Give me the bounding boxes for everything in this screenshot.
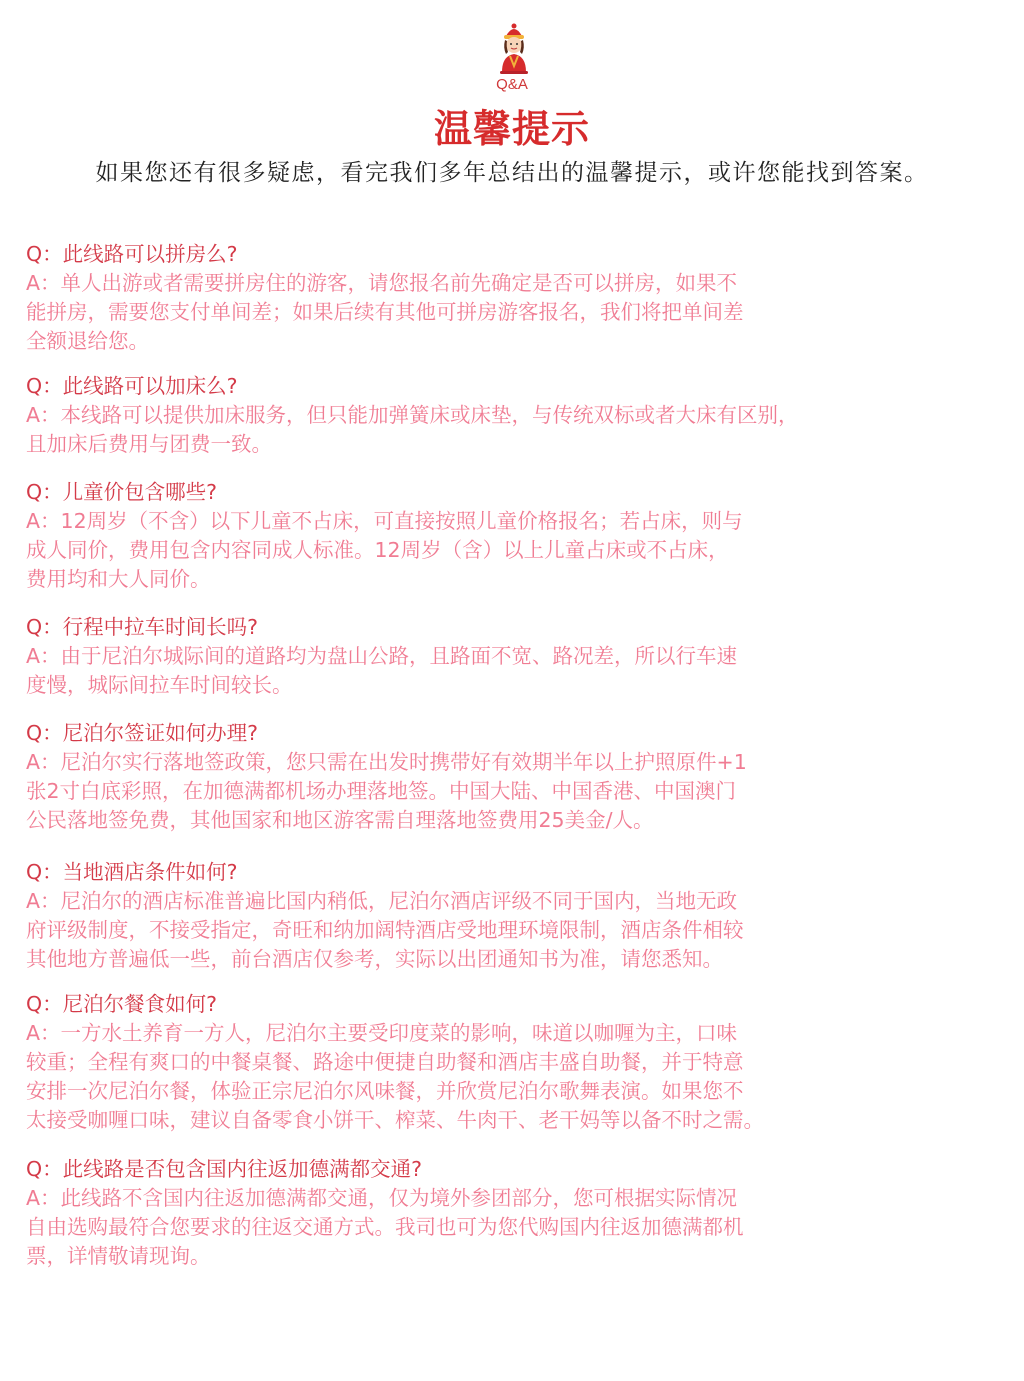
answer-line: A：本线路可以提供加床服务，但只能加弹簧床或床垫，与传统双标或者大床有区别， (26, 403, 799, 427)
answer-line: 度慢，城际间拉车时间较长。 (26, 673, 293, 697)
header (0, 0, 1024, 200)
answer-line: A：尼泊尔的酒店标准普遍比国内稍低，尼泊尔酒店评级不同于国内，当地无政 (26, 889, 738, 913)
faq-item (26, 240, 966, 356)
faq-question: Q：此线路可以加床么? (26, 374, 238, 398)
faq-answer (26, 642, 966, 700)
faq-answer (26, 1184, 966, 1271)
answer-line: 张2寸白底彩照，在加德满都机场办理落地签。中国大陆、中国香港、中国澳门 (26, 779, 737, 803)
answer-line: 全额退给您。 (26, 329, 149, 353)
answer-line: 安排一次尼泊尔餐，体验正宗尼泊尔风味餐，并欣赏尼泊尔歌舞表演。如果您不 (26, 1079, 744, 1103)
faq-item (26, 990, 966, 1135)
answer-line: A：单人出游或者需要拼房住的游客，请您报名前先确定是否可以拼房，如果不 (26, 271, 738, 295)
answer-line: 且加床后费用与团费一致。 (26, 432, 272, 456)
answer-line: A：一方水土养育一方人，尼泊尔主要受印度菜的影响，味道以咖喱为主，口味 (26, 1021, 738, 1045)
faq-item (26, 478, 966, 594)
faq-question: Q：儿童价包含哪些? (26, 480, 218, 504)
answer-line: A：由于尼泊尔城际间的道路均为盘山公路，且路面不宽、路况差，所以行车速 (26, 644, 738, 668)
answer-line: 公民落地签免费，其他国家和地区游客需自理落地签费用25美金/人。 (26, 808, 654, 832)
answer-line: 太接受咖喱口味，建议自备零食小饼干、榨菜、牛肉干、老干妈等以备不时之需。 (26, 1108, 764, 1132)
answer-line: 其他地方普遍低一些，前台酒店仅参考，实际以出团通知书为准，请您悉知。 (26, 947, 723, 971)
answer-line: A：12周岁（不含）以下儿童不占床，可直接按照儿童价格报名；若占床，则与 (26, 509, 743, 533)
faq-answer (26, 269, 966, 356)
faq-question: Q：行程中拉车时间长吗? (26, 615, 259, 639)
faq-item (26, 858, 966, 974)
faq-answer (26, 887, 966, 974)
faq-question: Q：尼泊尔餐食如何? (26, 992, 218, 1016)
faq-answer (26, 748, 966, 835)
faq-item (26, 1155, 966, 1271)
answer-line: 票，详情敬请现询。 (26, 1244, 211, 1268)
answer-line: 自由选购最符合您要求的往返交通方式。我司也可为您代购国内往返加德满都机 (26, 1215, 744, 1239)
page-subtitle: 如果您还有很多疑虑，看完我们多年总结出的温馨提示，或许您能找到答案。 (95, 160, 929, 186)
answer-line: 费用均和大人同价。 (26, 567, 211, 591)
faq-answer (26, 507, 966, 594)
answer-line: A：尼泊尔实行落地签政策，您只需在出发时携带好有效期半年以上护照原件+1 (26, 750, 747, 774)
faq-question: Q：此线路可以拼房么? (26, 242, 238, 266)
page-title: 温馨提示 (433, 107, 590, 151)
answer-line: 能拼房，需要您支付单间差；如果后续有其他可拼房游客报名，我们将把单间差 (26, 300, 744, 324)
faq-question: Q：尼泊尔签证如何办理? (26, 721, 259, 745)
answer-line: 成人同价，费用包含内容同成人标准。12周岁（含）以上儿童占床或不占床， (26, 538, 729, 562)
answer-line: A：此线路不含国内往返加德满都交通，仅为境外参团部分，您可根据实际情况 (26, 1186, 738, 1210)
faq-question: Q：此线路是否包含国内往返加德满都交通? (26, 1157, 423, 1181)
faq-answer (26, 401, 966, 459)
cartoon-guide-mascot-icon (494, 22, 534, 74)
faq-item (26, 613, 966, 700)
qa-tag: Q&A (496, 76, 528, 93)
faq-item (26, 719, 966, 835)
faq-answer (26, 1019, 966, 1135)
faq-item (26, 372, 966, 459)
faq-question: Q：当地酒店条件如何? (26, 860, 238, 884)
answer-line: 较重；全程有爽口的中餐桌餐、路途中便捷自助餐和酒店丰盛自助餐，并于特意 (26, 1050, 744, 1074)
answer-line: 府评级制度，不接受指定，奇旺和纳加阔特酒店受地理环境限制，酒店条件相较 (26, 918, 744, 942)
